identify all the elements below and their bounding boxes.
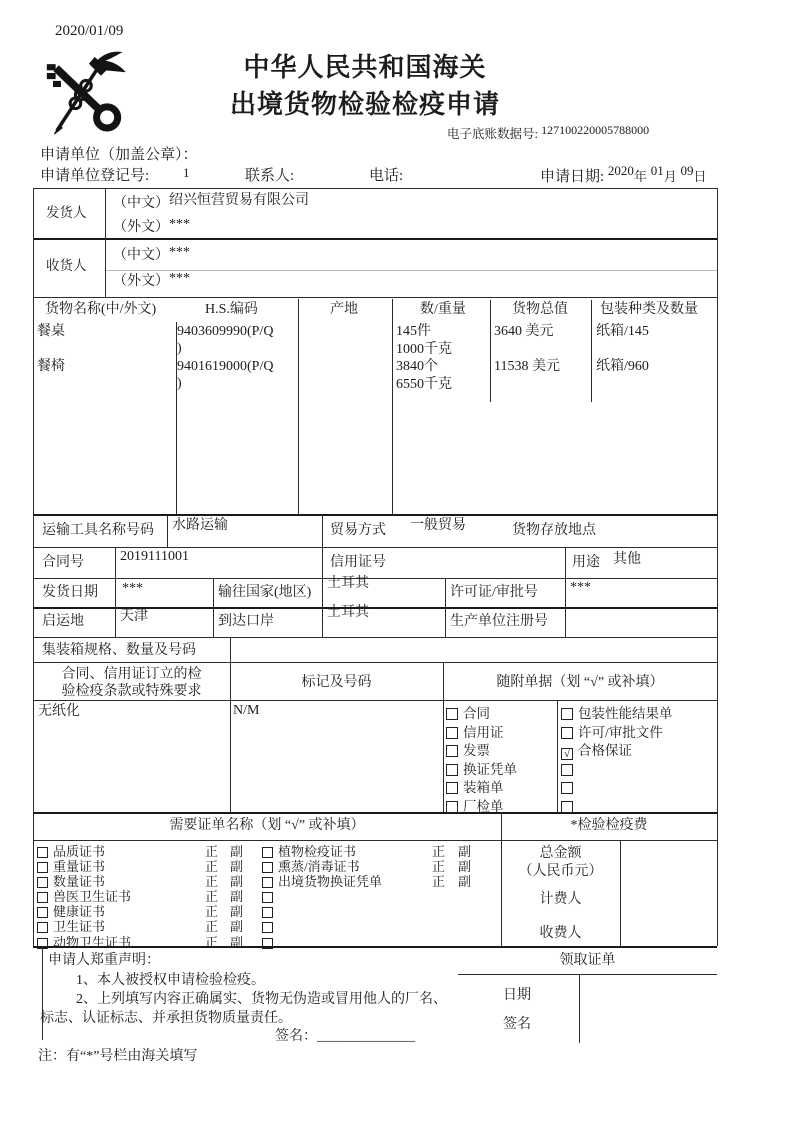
original-label: 正 [205,919,219,935]
signature-line: 签名：______________ [275,1029,415,1044]
producer-reg-label: 生产单位注册号 [450,614,548,629]
checkbox-icon [262,938,273,949]
line [33,547,717,548]
goods-header-qty: 数/重量 [420,302,466,317]
line [591,300,592,402]
declaration-item3: 标志、认证标志、并承担货物质量责任。 [40,1011,292,1026]
ledger-number: 127100220005788000 [541,123,650,137]
checkbox-icon [37,907,48,918]
cert-row [37,919,244,935]
checkbox-icon [262,892,273,903]
checkbox-icon [446,764,458,776]
ledger-label: 电子底账数据号: [447,127,538,141]
doc-row [446,780,517,799]
goods-row-value: 11538 美元 [494,359,560,374]
doc-label: 换证凭单 [463,761,517,777]
attached-docs-col1 [446,706,517,818]
arrival-port-label: 到达口岸 [218,614,274,629]
cert-label: 卫生证书 [53,919,106,935]
goods-header-pack: 包装种类及数量 [600,302,698,317]
doc-row [561,743,673,762]
cert-row [37,844,244,859]
goods-row-qty: 145件 [396,324,431,339]
usage-value: 其他 [613,552,641,567]
consignor-fn-label: （外文） [113,220,169,235]
doc-row [561,762,673,781]
cert-row [262,889,382,904]
doc-row [446,706,517,725]
doc-label: 装箱单 [463,780,504,796]
original-label: 正 [432,874,446,890]
copy-label: 副 [458,844,472,859]
vehicle-label: 运输工具名称号码 [42,523,154,538]
checkbox-icon [446,727,458,739]
cert-label: 重量证书 [53,859,106,875]
marks-value: N/M [233,703,260,718]
checkbox-icon [446,782,458,794]
clauses-value: 无纸化 [38,704,80,719]
line [33,840,717,841]
applicant-reg-label: 申请单位登记号: [40,168,150,184]
dest-country-label: 输往国家(地区) [218,585,312,600]
cert-row [262,919,382,934]
line [230,637,231,662]
fee-currency-label: （人民币元） [518,864,603,879]
cert-row [37,904,244,920]
checkbox-icon: √ [561,748,573,760]
original-label: 正 [205,934,219,950]
clauses-header-line1: 合同、信用证订立的检 [61,667,202,682]
line [105,188,106,297]
line [167,515,168,547]
license-label: 许可证/审批号 [450,585,538,600]
line [33,188,717,189]
doc-label: 许可/审批文件 [578,724,663,740]
goods-row-hs2: ) [177,376,182,391]
checkbox-icon [37,892,48,903]
cert-row [262,935,382,950]
copy-label: 副 [230,934,244,950]
pickup-header: 领取证单 [559,953,616,968]
departure-label: 启运地 [42,614,84,629]
consignor-cn-row [113,193,309,213]
trade-mode-value: 一般贸易 [410,518,466,533]
ledger-number-line [447,123,650,142]
doc-label: 合同 [463,706,490,721]
doc-label: 包装性能结果单 [578,706,673,721]
original-label: 正 [432,859,446,875]
line [443,700,444,812]
checkbox-icon [37,938,48,949]
doc-label: 厂检单 [463,798,504,814]
goods-header-name: 货物名称(中/外文) [45,302,157,317]
checkbox-icon [262,922,273,933]
consignor-cn-value: 绍兴恒营贸易有限公司 [169,193,309,208]
copy-label: 副 [230,904,244,920]
line [115,547,116,578]
doc-row [446,743,517,762]
clauses-header-line2: 验检疫条款或特殊要求 [61,684,202,699]
line [322,515,323,547]
consignor-cn-label: （中文） [113,196,169,211]
consignee-cn-row [113,245,190,265]
line [298,299,299,514]
line [322,578,323,607]
applicant-unit-label: 申请单位（加盖公章）： [40,147,198,163]
line [115,578,116,607]
original-label: 正 [205,844,219,859]
month-unit: 月 [663,169,677,184]
attached-docs-header: 随附单据（划 “√” 或补填） [496,675,664,690]
credit-no-label: 信用证号 [330,555,386,570]
marks-header: 标记及号码 [301,675,372,690]
declaration-title: 申请人郑重声明： [48,953,160,968]
checkbox-icon [262,847,273,858]
goods-row-name: 餐桌 [37,324,65,339]
line [565,578,566,607]
doc-row [561,780,673,799]
consignee-fn-label: （外文） [113,274,169,289]
certs-header: 需要证单名称（划 “√” 或补填） [169,818,365,833]
copy-label: 副 [230,874,244,890]
cert-row [262,874,472,890]
goods-header-origin: 产地 [330,302,358,317]
cert-label: 植物检疫证书 [278,844,357,859]
cert-row [262,844,472,859]
cert-label: 动物卫生证书 [53,934,132,950]
applicant-reg-value: 1 [183,165,190,180]
declaration-item2: 2、上列填写内容正确属实、货物无伪造或冒用他人的厂名、 [76,992,447,1007]
contact-label: 联系人: [245,168,295,184]
contract-no-value: 2019111001 [120,549,189,564]
consignor-label: 发货人 [46,205,87,220]
line [213,607,214,637]
cert-row [37,934,244,950]
checkbox-icon [446,801,458,813]
trade-mode-label: 贸易方式 [330,523,386,538]
doc-row [561,706,673,725]
copy-label: 副 [458,874,472,890]
attached-docs-col2 [561,706,673,818]
cert-row [262,904,382,919]
fee-total-label: 总金额 [539,846,582,861]
line [565,607,566,637]
goods-row-value: 3640 美元 [494,324,554,339]
declaration-item1: 1、本人被授权申请检验检疫。 [76,973,265,988]
line [213,578,214,607]
line [392,299,393,514]
line [322,547,323,578]
usage-label: 用途 [572,555,600,570]
original-label: 正 [432,844,446,859]
goods-row-name: 餐椅 [37,359,65,374]
checkbox-icon [446,708,458,720]
apply-date-day: 09 [680,163,694,178]
line [33,578,717,579]
ship-date-label: 发货日期 [42,585,98,600]
consignor-fn-value: *** [169,217,190,232]
line [445,578,446,607]
original-label: 正 [205,889,219,905]
cert-label: 兽医卫生证书 [53,889,132,905]
doc-label: 合格保证 [578,743,632,759]
line [33,297,717,298]
pickup-date-label: 日期 [503,988,531,1003]
consignee-fn-row [113,271,190,291]
line [33,637,717,638]
copy-label: 副 [230,889,244,905]
original-label: 正 [205,859,219,875]
cert-label: 品质证书 [53,844,106,859]
pickup-sign-label: 签名 [503,1017,531,1032]
print-date: 2020/01/09 [55,23,124,39]
arrival-port-value: 土耳其 [327,605,369,620]
apply-date-year: 2020 [607,163,634,178]
copy-label: 副 [458,859,472,875]
consignee-fn-value: *** [169,271,190,286]
consignor-fn-row [113,217,190,237]
checkbox-icon [37,877,48,888]
phone-label: 电话: [369,168,404,184]
certs-col1 [37,844,244,950]
checkbox-icon [37,847,48,858]
line [33,514,717,516]
line [620,840,621,946]
cert-label: 健康证书 [53,904,106,920]
goods-header-hs: H.S.编码 [205,302,258,317]
checkbox-icon [262,862,273,873]
line [322,607,323,637]
goods-row-hs: 9403609990(P/Q [177,324,274,339]
fee-collector-label: 收费人 [539,926,582,941]
copy-label: 副 [230,919,244,935]
doc-row [446,762,517,781]
goods-row-hs2: ) [177,341,182,356]
line [579,974,580,1043]
checkbox-icon [37,862,48,873]
apply-date-month: 01 [650,163,664,178]
checkbox-icon [561,708,573,720]
line [105,270,717,271]
storage-label: 货物存放地点 [512,523,596,538]
fee-header: *检验检疫费 [570,818,648,833]
copy-label: 副 [230,844,244,859]
line [557,700,558,812]
cert-row [262,859,472,875]
checkbox-icon [262,877,273,888]
certs-col2 [262,844,472,950]
footer-note: 注：有“*”号栏由海关填写 [38,1049,198,1064]
copy-label: 副 [230,859,244,875]
line [565,547,566,578]
checkbox-icon [561,801,573,813]
line [33,238,717,240]
goods-row-pack: 纸箱/960 [596,359,649,374]
cert-row [37,889,244,905]
cert-label: 出境货物换证凭单 [278,874,383,890]
checkbox-icon [561,764,573,776]
checkbox-icon [37,922,48,933]
cert-label: 熏蒸/消毒证书 [278,859,360,875]
goods-row-pack: 纸箱/145 [596,324,649,339]
cert-row [37,859,244,875]
line [115,607,116,637]
checkbox-icon [561,727,573,739]
line [445,607,446,637]
goods-row-weight: 1000千克 [396,342,452,357]
cert-row [37,874,244,890]
consignee-cn-value: *** [169,245,190,260]
day-unit: 日 [693,169,707,184]
line [33,662,717,663]
consignee-label: 收货人 [46,258,87,273]
doc-label: 发票 [463,743,490,759]
doc-row [446,799,517,818]
contract-no-label: 合同号 [42,555,84,570]
doc-row [561,799,673,818]
license-value: *** [570,580,591,595]
year-unit: 年 [633,169,647,184]
consignee-cn-label: （中文） [113,248,169,263]
doc-row [446,725,517,744]
container-label: 集装箱规格、数量及号码 [42,643,196,658]
dest-country-value: 土耳其 [327,576,369,591]
checkbox-icon [446,745,458,757]
goods-row-qty: 3840个 [396,359,438,374]
checkbox-icon [561,782,573,794]
original-label: 正 [205,874,219,890]
doc-row [561,725,673,744]
line [230,700,231,812]
ship-date-value: *** [122,581,143,596]
goods-row-weight: 6550千克 [396,377,452,392]
vehicle-value: 水路运输 [172,518,228,533]
fee-biller-label: 计费人 [539,892,582,907]
doc-label: 信用证 [463,724,504,740]
line [490,300,491,402]
goods-header-value: 货物总值 [512,302,568,317]
apply-date-label: 申请日期: [540,169,605,185]
form-title-line2: 出境货物检验检疫申请 [229,90,500,119]
departure-value: 天津 [120,609,148,624]
cert-label: 数量证书 [53,874,106,890]
goods-row-hs: 9401619000(P/Q [177,359,274,374]
form-title-line1: 中华人民共和国海关 [243,53,487,82]
checkbox-icon [262,907,273,918]
line [717,188,718,946]
original-label: 正 [205,904,219,920]
apply-date [540,163,707,186]
line [458,974,717,975]
